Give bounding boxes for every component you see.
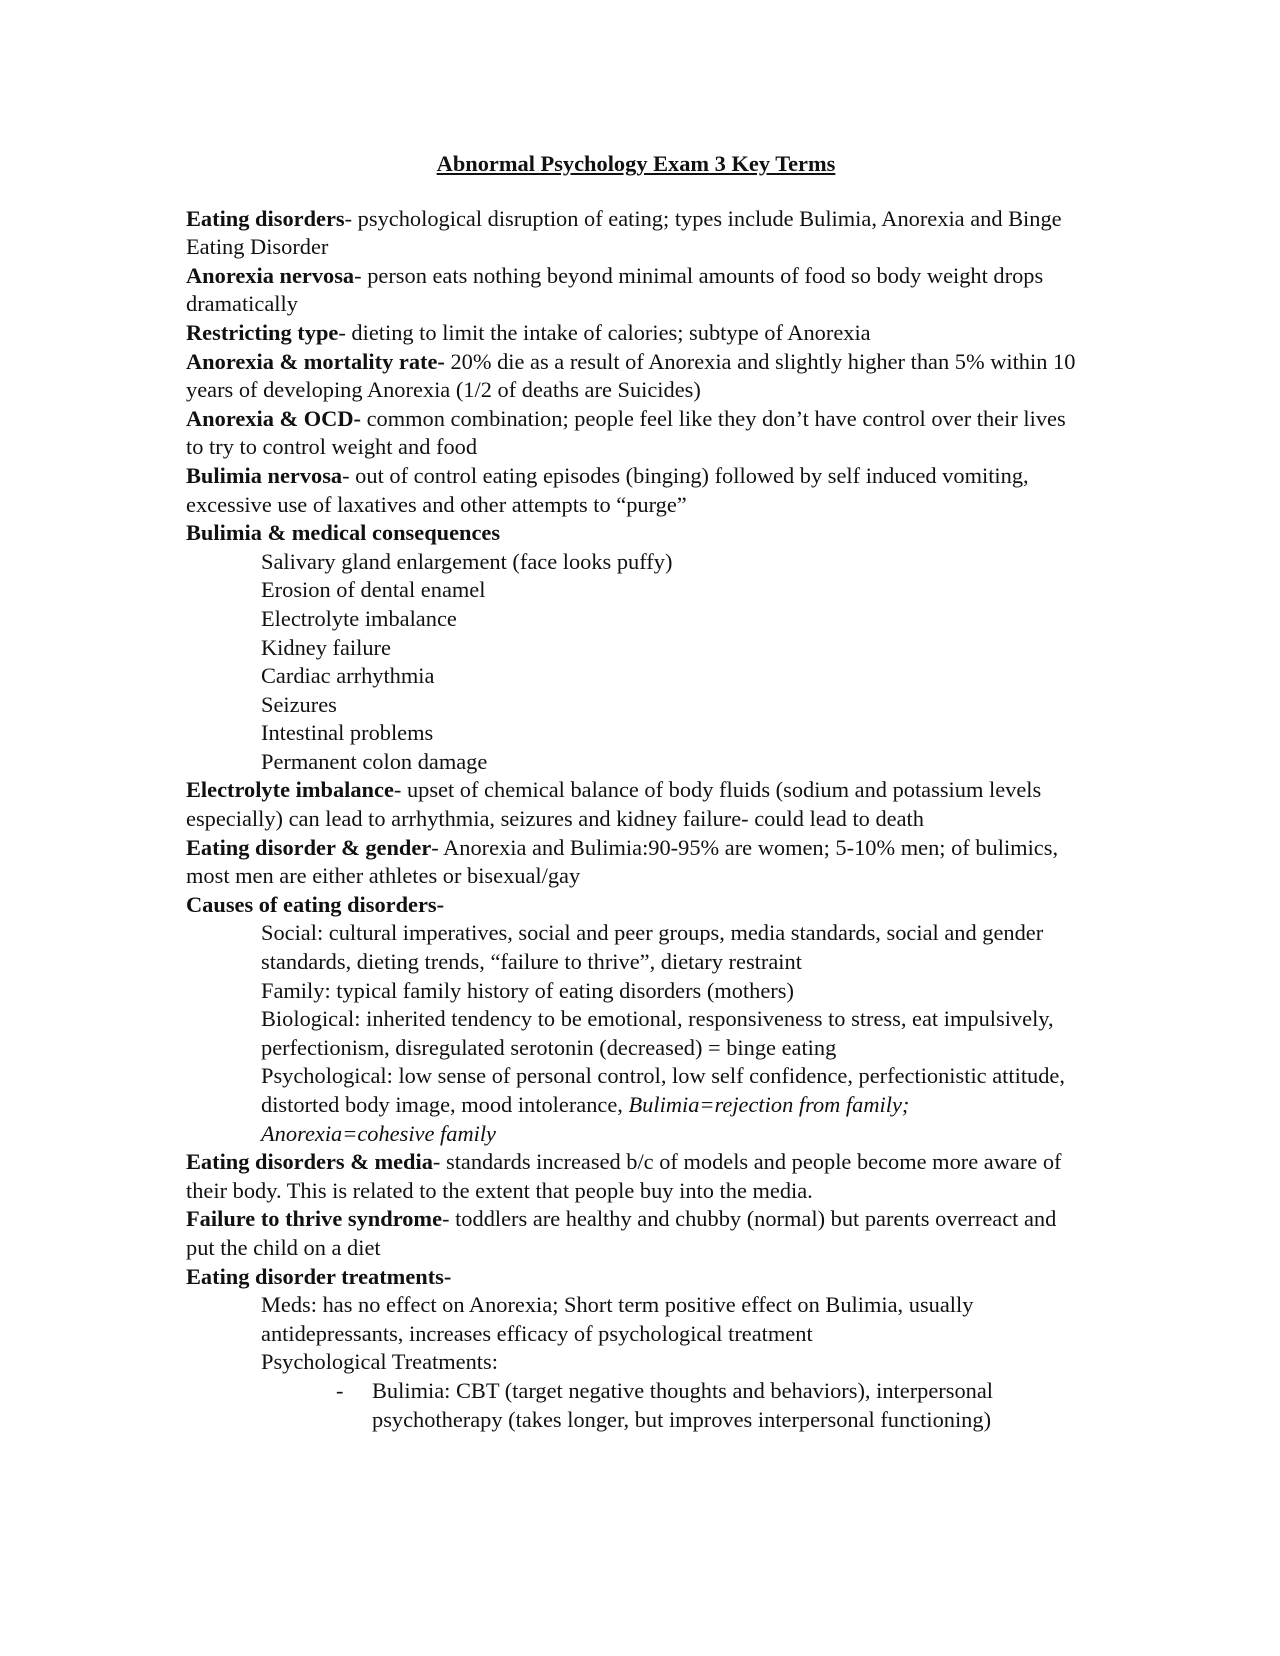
treatments-list: [186, 1291, 1086, 1377]
list-item: Permanent colon damage: [261, 748, 488, 774]
term: Restricting type: [186, 319, 339, 345]
entry-eating-disorders: [186, 205, 1086, 262]
definition: - upset of chemical balance of body fluids (sodium and potassium levels especially) can lead to arrhythmia, seizures and kidney failure- could lead to death: [186, 777, 1042, 832]
list-item: Salivary gland enlargement (face looks puffy): [261, 548, 673, 574]
term: Bulimia & medical consequences: [186, 520, 501, 546]
definition: - dieting to limit the intake of calories; subtype of Anorexia: [338, 319, 871, 345]
consequences-list: [186, 548, 1086, 777]
term: Failure to thrive syndrome: [186, 1206, 443, 1232]
definition: - out of control eating episodes (binging) followed by self induced vomiting, excessive use of laxatives and other attempts to “purge”: [186, 462, 1029, 517]
list-item: Erosion of dental enamel: [261, 577, 486, 603]
dash-list-item: [186, 1377, 1086, 1434]
definition: 20% die as a result of Anorexia and slightly higher than 5% within 10 years of developing Anorexia (1/2 of deaths are Suicides): [186, 348, 1076, 403]
entry-eating-disorder-gender: [186, 834, 1086, 891]
definition: common combination; people feel like they don’t have control over their lives to try to control weight and food: [186, 405, 1066, 460]
entry-causes: [186, 891, 1086, 920]
entry-treatments: [186, 1263, 1086, 1292]
causes-list: [186, 919, 1086, 1148]
definition: - toddlers are healthy and chubby (normal) but parents overreact and put the child on a diet: [186, 1206, 1057, 1260]
entry-electrolyte-imbalance: [186, 776, 1086, 833]
list-item: Psychological Treatments:: [261, 1349, 498, 1375]
entry-failure-to-thrive: [186, 1205, 1086, 1262]
term: Eating disorders & media: [186, 1149, 433, 1175]
entry-anorexia-ocd: [186, 405, 1086, 462]
list-item: Social: cultural imperatives, social and peer groups, media standards, social and gender standards, dieting trends, “failure to thrive”, dietary restraint: [261, 920, 1044, 975]
list-item-text: Bulimia: CBT (target negative thoughts and behaviors), interpersonal psychotherapy (takes longer, but improves interpersonal functioning): [372, 1377, 994, 1432]
document-page: [186, 150, 1086, 1434]
entry-anorexia-nervosa: [186, 262, 1086, 319]
entry-bulimia-consequences: [186, 519, 1086, 548]
definition: - psychological disruption of eating; types include Bulimia, Anorexia and Binge Eating Disorder: [186, 205, 1062, 260]
term: Bulimia nervosa: [186, 462, 343, 488]
list-item: Intestinal problems: [261, 720, 434, 746]
definition: - person eats nothing beyond minimal amounts of food so body weight drops dramatically: [186, 262, 1044, 317]
term: Eating disorders: [186, 205, 345, 231]
list-item: Family: typical family history of eating disorders (mothers): [261, 977, 794, 1003]
psychological-cause: Psychological: low sense of personal control, low self confidence, perfectionistic attitude, distorted body image, mood intolerance,: [261, 1063, 1065, 1117]
definition: - standards increased b/c of models and people become more aware of their body. This is related to the extent that people buy into the media.: [186, 1149, 1062, 1203]
term: Eating disorder treatments-: [186, 1263, 452, 1289]
list-item: Meds: has no effect on Anorexia; Short term positive effect on Bulimia, usually antidepressants, increases efficacy of psychological treatment: [261, 1292, 974, 1346]
list-item: Biological: inherited tendency to be emotional, responsiveness to stress, eat impulsively, perfectionism, disregulated serotonin (decreased) = binge eating: [261, 1006, 1054, 1060]
term: Anorexia & OCD-: [186, 405, 361, 431]
list-item: Cardiac arrhythmia: [261, 663, 435, 689]
dash-bullet: -: [336, 1377, 344, 1403]
definition: - Anorexia and Bulimia:90-95% are women; 5-10% men; of bulimics, most men are either athletes or bisexual/gay: [186, 834, 1059, 889]
term: Anorexia nervosa: [186, 262, 355, 288]
term: Electrolyte imbalance: [186, 777, 394, 803]
list-item: [261, 1062, 1086, 1148]
list-item: Electrolyte imbalance: [261, 605, 457, 631]
entry-restricting-type: [186, 319, 1086, 348]
page-title: Abnormal Psychology Exam 3 Key Terms: [436, 151, 836, 176]
entry-anorexia-mortality: [186, 348, 1086, 405]
entry-eating-disorders-media: [186, 1148, 1086, 1205]
term: Eating disorder & gender: [186, 834, 432, 860]
entry-bulimia-nervosa: [186, 462, 1086, 519]
list-item: Seizures: [261, 691, 337, 717]
list-item: Kidney failure: [261, 634, 391, 660]
term: Anorexia & mortality rate-: [186, 348, 445, 374]
term: Causes of eating disorders-: [186, 891, 445, 917]
psychological-italic-note: Bulimia=rejection from family; Anorexia=cohesive family: [261, 1092, 910, 1146]
